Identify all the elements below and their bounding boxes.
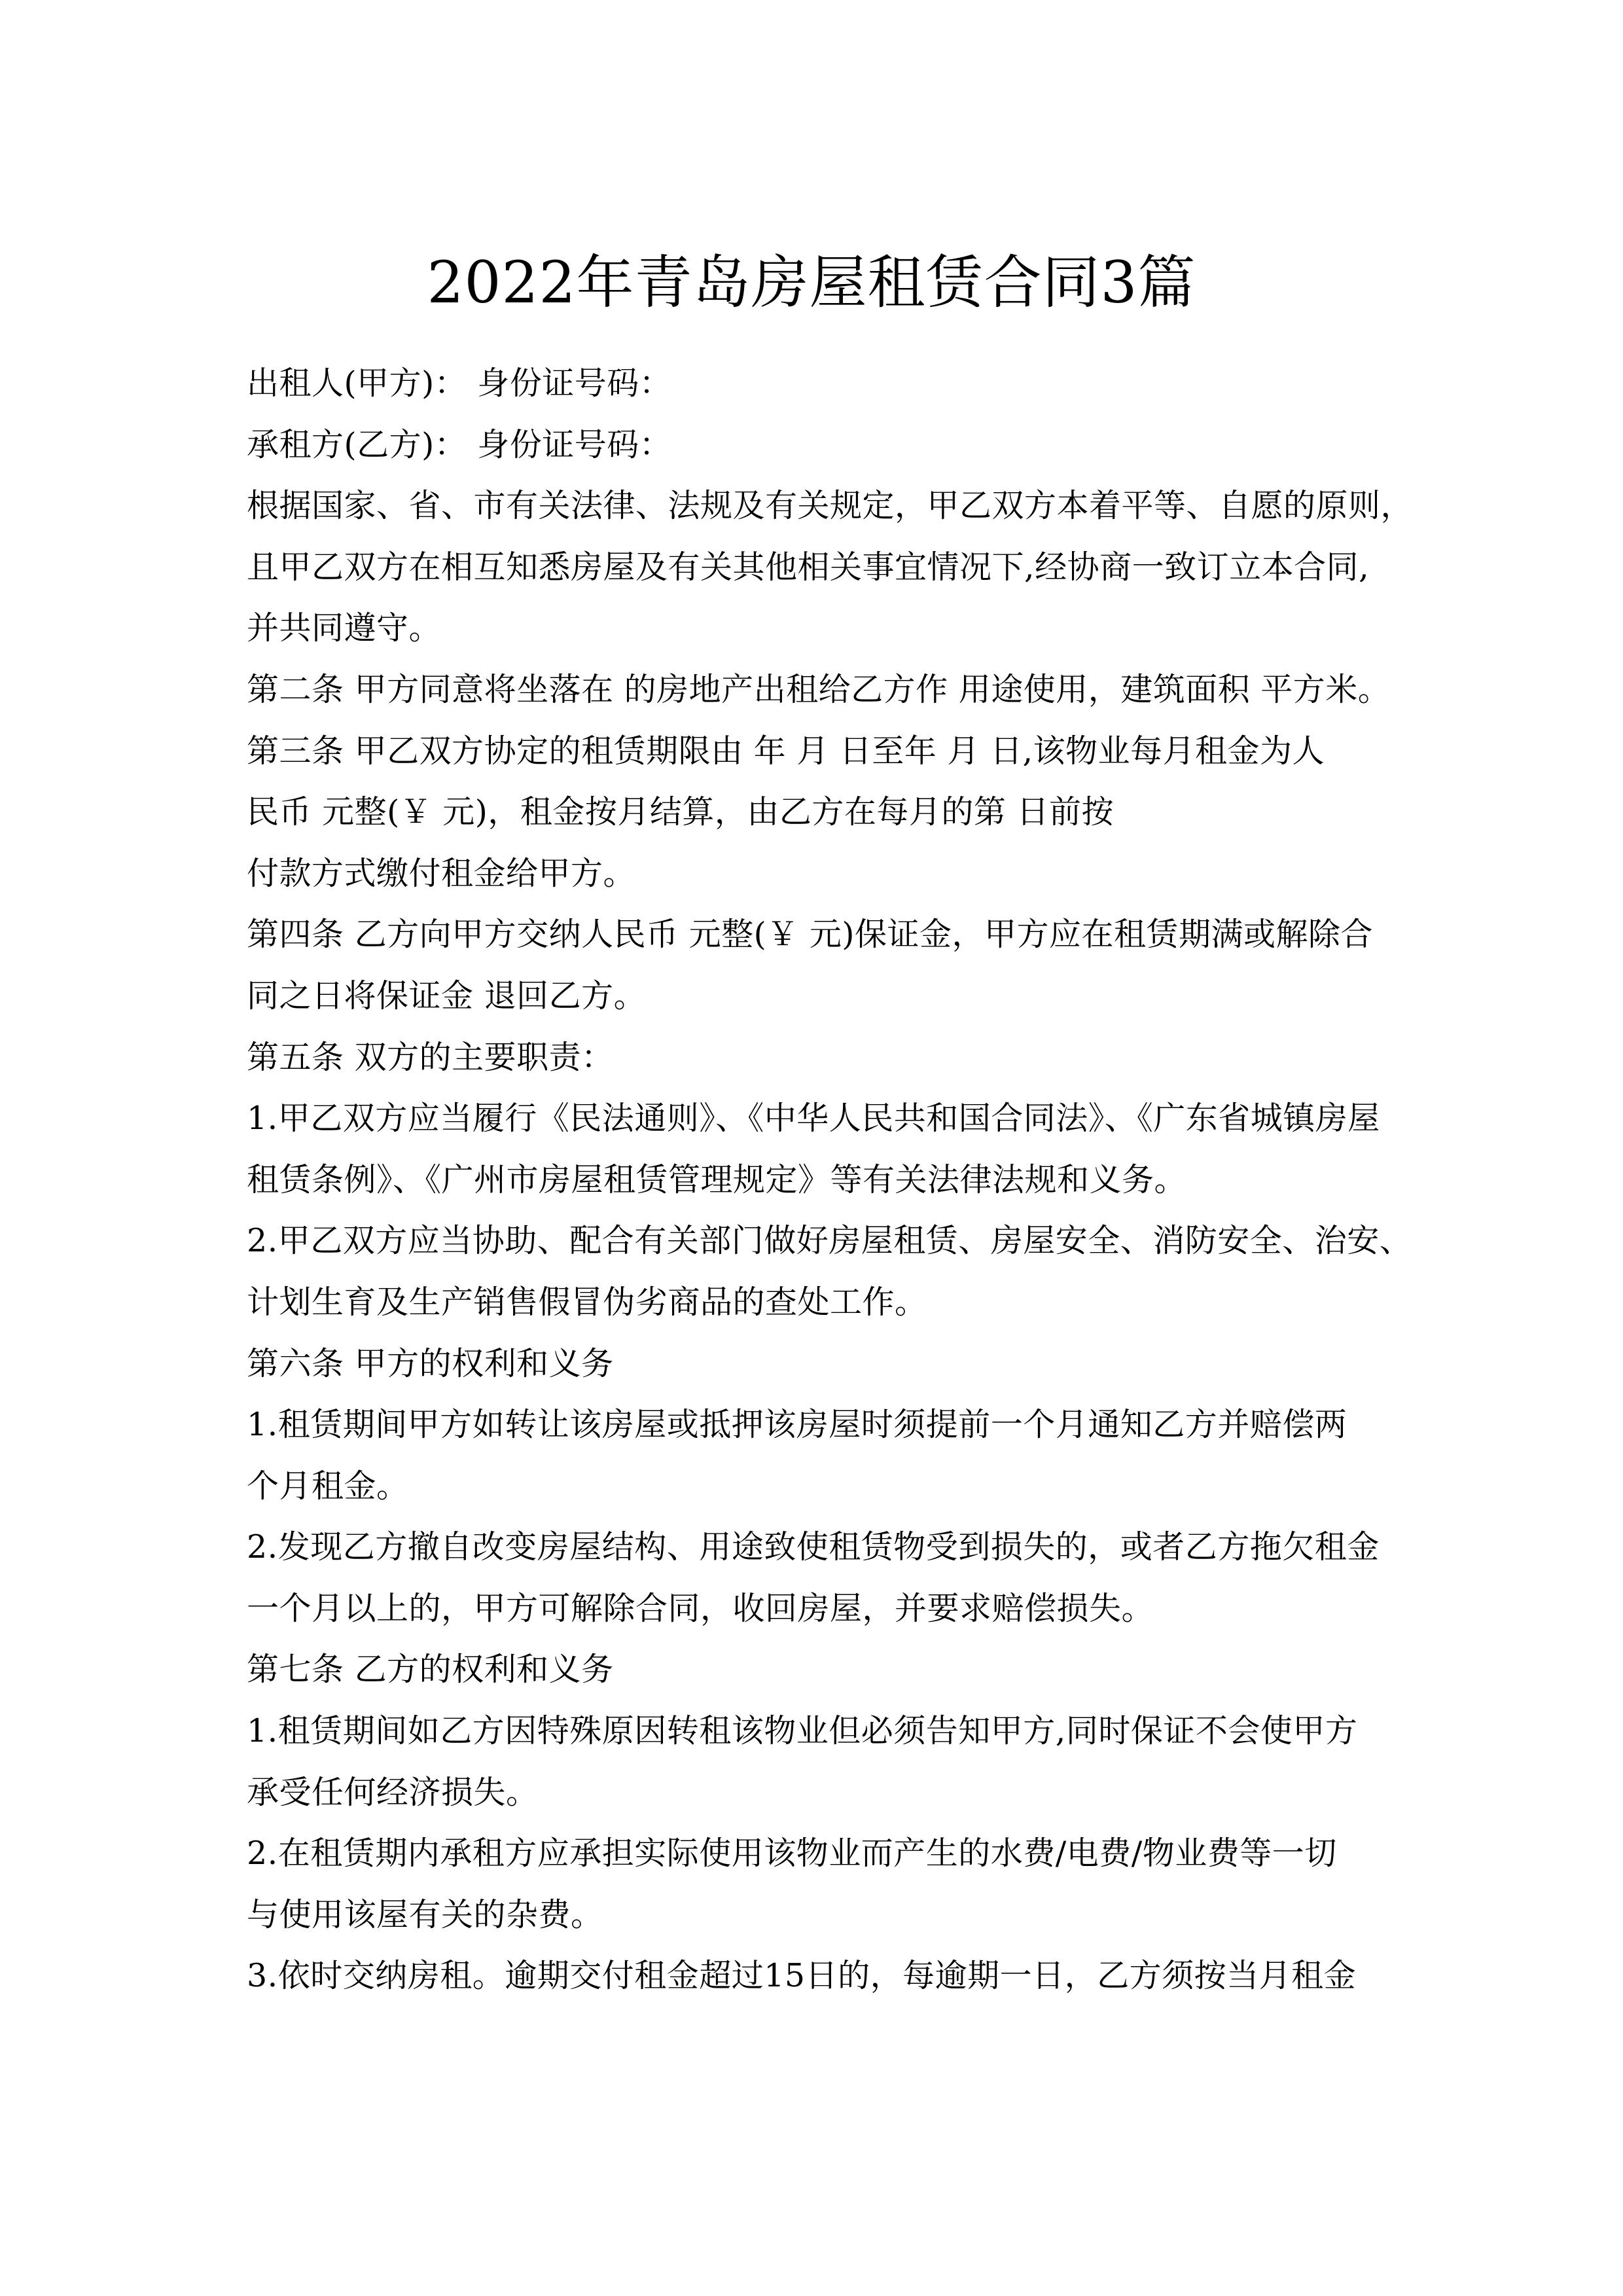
article-6-item-1-line-1: 1.租赁期间甲方如转让该房屋或抵押该房屋时须提前一个月通知乙方并赔偿两: [247, 1406, 1347, 1444]
article-7-item-2-line-1: 2.在租赁期内承租方应承担实际使用该物业而产生的水费/电费/物业费等一切: [247, 1835, 1337, 1873]
article-7-item-2-line-2: 与使用该屋有关的杂费。: [247, 1895, 603, 1933]
document-body: [247, 359, 1414, 2013]
preamble-line-3: 并共同遵守。: [247, 609, 442, 647]
article-5-item-1-line-1: 1.甲乙双方应当履行《民法通则》、《中华人民共和国合同法》、《广东省城镇房屋: [247, 1100, 1380, 1138]
party-a-line: 出租人(甲方)： 身份证号码：: [247, 365, 672, 402]
article-3-line-1: 第三条 甲乙双方协定的租赁期限由 年 月 日至年 月 日,该物业每月租金为人: [247, 732, 1325, 770]
article-7-item-1-line-1: 1.租赁期间如乙方因特殊原因转租该物业但必须告知甲方,同时保证不会使甲方: [247, 1712, 1358, 1750]
article-4-line-2: 同之日将保证金 退回乙方。: [247, 977, 647, 1014]
preamble-line-2: 且甲乙双方在相互知悉房屋及有关其他相关事宜情况下,经协商一致订立本合同,: [247, 548, 1370, 586]
preamble-line-1: 根据国家、省、市有关法律、法规及有关规定，甲乙双方本着平等、自愿的原则，: [247, 487, 1414, 525]
article-5-heading: 第五条 双方的主要职责：: [247, 1038, 614, 1076]
document-title: 2022年青岛房屋租赁合同3篇: [427, 248, 1196, 316]
article-5-item-2-line-2: 计划生育及生产销售假冒伪劣商品的查处工作。: [247, 1283, 927, 1321]
party-b-line: 承租方(乙方)： 身份证号码：: [247, 425, 672, 463]
article-6-heading: 第六条 甲方的权利和义务: [247, 1344, 614, 1382]
article-4-line-1: 第四条 乙方向甲方交纳人民币 元整(￥ 元)保证金，甲方应在租赁期满或解除合: [247, 916, 1373, 954]
article-7-item-1-line-2: 承受任何经济损失。: [247, 1773, 539, 1811]
article-6-item-1-line-2: 个月租金。: [247, 1467, 409, 1505]
article-6-item-2-line-2: 一个月以上的，甲方可解除合同，收回房屋，并要求赔偿损失。: [247, 1589, 1154, 1627]
article-5-item-2-line-1: 2.甲乙双方应当协助、配合有关部门做好房屋租赁、房屋安全、消防安全、治安、: [247, 1222, 1412, 1260]
article-7-item-3-line-1: 3.依时交纳房租。逾期交付租金超过15日的，每逾期一日，乙方须按当月租金: [247, 1957, 1357, 1995]
article-3-line-2: 民币 元整(￥ 元)，租金按月结算，由乙方在每月的第 日前按: [247, 793, 1114, 831]
article-6-item-2-line-1: 2.发现乙方撤自改变房屋结构、用途致使租赁物受到损失的，或者乙方拖欠租金: [247, 1528, 1380, 1566]
article-5-item-1-line-2: 租赁条例》、《广州市房屋租赁管理规定》等有关法律法规和义务。: [247, 1160, 1187, 1198]
article-7-heading: 第七条 乙方的权利和义务: [247, 1651, 614, 1689]
article-2: 第二条 甲方同意将坐落在 的房地产出租给乙方作 用途使用，建筑面积 平方米。: [247, 670, 1391, 708]
article-3-line-3: 付款方式缴付租金给甲方。: [247, 854, 636, 892]
